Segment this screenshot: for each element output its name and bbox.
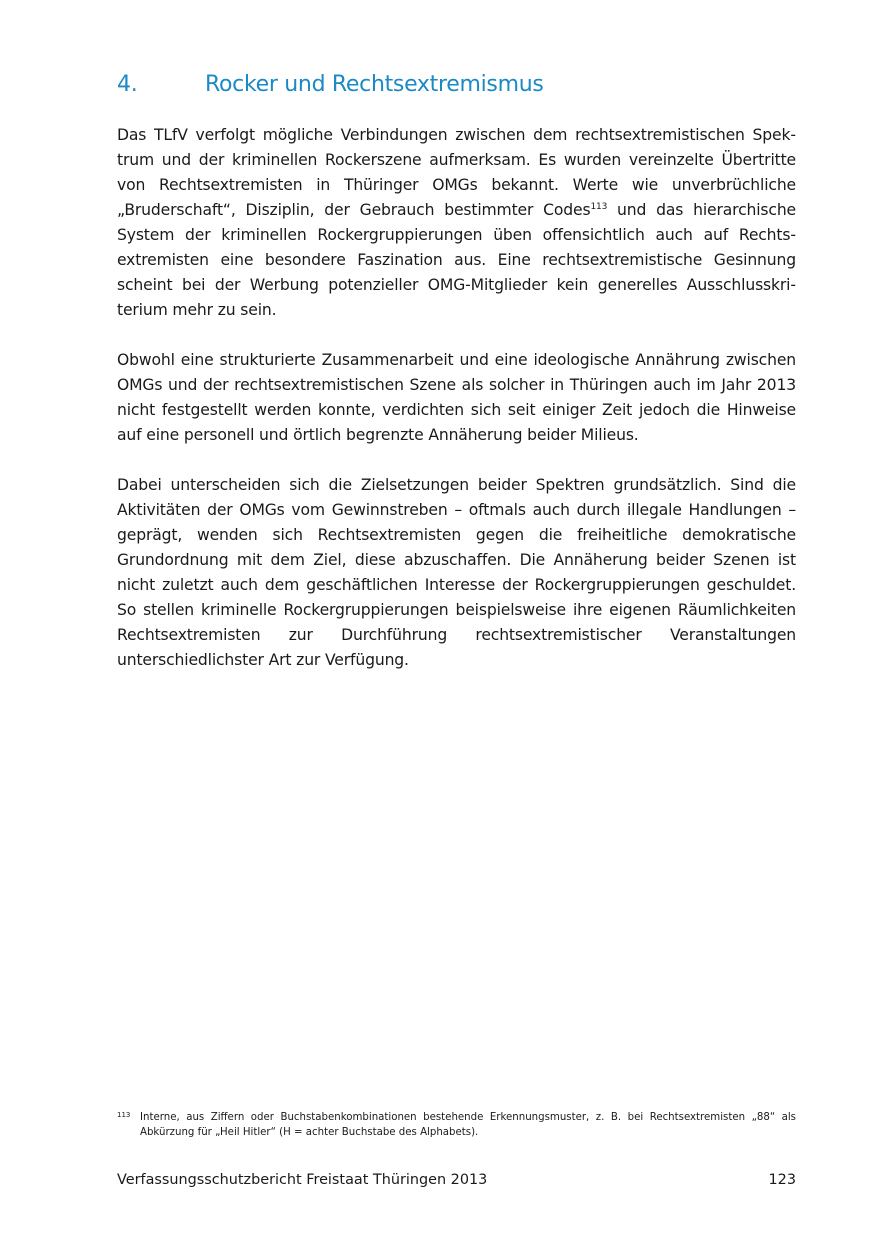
section-heading [117,72,796,102]
body-text [117,123,796,698]
paragraph-1-text-a: Das TLfV verfolgt mögliche Verbindungen zwischen dem rechtsextremistischen Spektrum und der kriminellen Rockerszene aufmerksam. Es wurden vereinzelte Übertritte von Rechtsextremisten in Thüringer OMGs bekannt. Werte wie unverbrüchliche „Bruderschaft“, Disziplin, der Gebrauch bestimmter Codes [117,126,796,219]
footnote-text: Interne, aus Ziffern oder Buchstabenkombinationen bestehende Erkennungsmuster, z. B. bei Rechtsextremisten „88“ als Abkürzung für „Heil Hitler“ (H = achter Buchstabe des Alphabets). [140,1112,796,1138]
paragraph-1-text-b: und das hierarchische System der kriminellen Rockergruppierungen üben offensichtlich auch auf Rechtsextremisten eine besondere Faszination aus. Eine rechtsextremistische Gesinnung scheint bei der Werbung potenzieller OMG-Mitglieder kein generelles Ausschlusskriterium mehr zu sein. [117,201,796,319]
footer-publication-title: Verfassungsschutzbericht Freistaat Thüringen 2013 [117,1172,488,1188]
paragraph-2: Obwohl eine strukturierte Zusammenarbeit und eine ideologische Annährung zwischen OMGs und der rechtsextremistischen Szene als solcher in Thüringen auch im Jahr 2013 nicht festgestellt werden konnte, verdichten sich seit einiger Zeit jedoch die Hinweise auf eine personell und örtlich begrenzte Annäherung beider Milieus. [117,351,796,444]
footnote [117,1110,796,1140]
paragraph-3: Dabei unterscheiden sich die Zielsetzungen beider Spektren grundsätzlich. Sind die Aktivitäten der OMGs vom Gewinnstreben – oftmals auch durch illegale Handlungen – geprägt, wenden sich Rechtsextremisten gegen die freiheitliche demokratische Grundordnung mit dem Ziel, diese abzuschaffen. Die Annäherung beider Szenen ist nicht zuletzt auch dem geschäftlichen Interesse der Rockergruppierungen geschuldet. So stellen kriminelle Rockergruppierungen beispielsweise ihre eigenen Räumlichkeiten Rechtsextremisten zur Durchführung rechtsextremistischer Veranstaltungen unterschiedlichster Art zur Verfügung. [117,476,796,669]
document-page [117,0,796,1241]
section-title: Rocker und Rechtsextremismus [205,72,544,97]
footnote-number: 113 [117,1111,131,1119]
page-footer [117,1170,796,1190]
section-number: 4. [117,72,138,97]
footnote-reference[interactable]: 113 [590,202,608,212]
paragraph-1 [117,123,796,323]
page-number: 123 [768,1172,796,1188]
